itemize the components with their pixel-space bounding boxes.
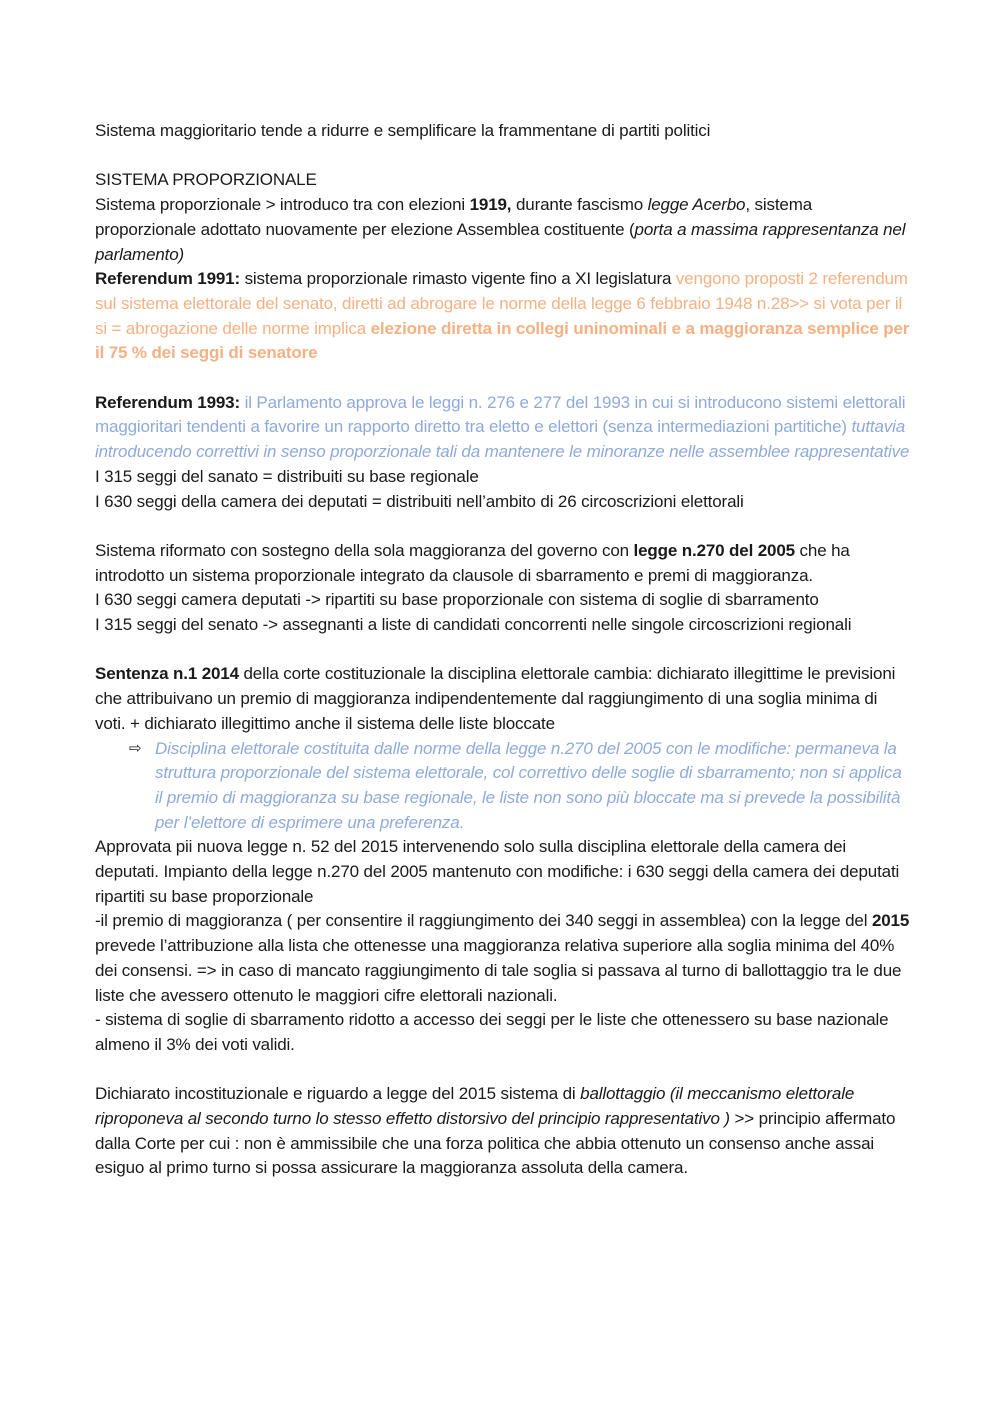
section-title: SISTEMA PROPORZIONALE (95, 170, 317, 190)
law-2015-paragraph: Approvata pii nuova legge n. 52 del 2015 intervenendo solo sulla disciplina elettorale della camera dei deputati. Impianto della legge n.270 del 2005 mantenuto con modifiche: i 630 seggi della camera dei deputati ripartiti su base proporzionale (95, 837, 900, 906)
sentenza-paragraph: Sentenza n.1 2014 della corte costituzionale la disciplina elettorale cambia: dichiarato illegittime le previsioni che attribuivano un premio di maggioranza indipendentemente dal raggiungimento di una soglia minima di voti. + dichiarato illegittimo anche il sistema delle liste bloccate (95, 664, 896, 733)
proportional-paragraph: Sistema proporzionale > introduco tra con elezioni 1919, durante fascismo legge Acerbo, sistema proporzionale adottato nuovamente per elezione Assemblea costituente (porta a massima rappresentanza nel parlamento) (95, 195, 906, 264)
sentenza-label: Sentenza n.1 2014 (95, 664, 239, 684)
threshold-paragraph: - sistema di soglie di sbarramento ridotto a accesso dei seggi per le liste che ottenessero su base nazionale almeno il 3% dei voti validi. (95, 1010, 889, 1054)
reform-chamber-line: I 630 seggi camera deputati -> ripartiti su base proporzionale con sistema di soglie di sbarramento (95, 590, 819, 610)
arrow-right-icon: ⇨ (129, 739, 142, 757)
referendum-1993-paragraph: Referendum 1993: il Parlamento approva le leggi n. 276 e 277 del 1993 in cui si introducono sistemi elettorali maggioritari tendenti a favorire un rapporto diretto tra eletto e elettori (senza intermediazioni partitiche) tuttavia introducendo correttivi in senso proporzionale tali da mantenere le minoranze nelle assemblee rappresentative (95, 392, 910, 462)
majority-bonus-paragraph: -il premio di maggioranza ( per consentire il raggiungimento dei 340 seggi in assemblea) con la legge del 2015 prevede l’attribuzione alla lista che ottenesse una maggioranza relativa superiore alla soglia minima del 40% dei consensi. => in caso di mancato raggiungimento di tale soglia si passava al turno di ballottaggio tra le due liste che avessero ottenuto le maggiori cifre elettorali nazionali. (95, 911, 910, 1005)
final-paragraph: Dichiarato incostituzionale e riguardo a legge del 2015 sistema di ballottaggio (il meccanismo elettorale riproponeva al secondo turno lo stesso effetto distorsivo del principio rappresentativo ) >> principio affermato dalla Corte per cui : non è ammissibile che una forza politica che abbia ottenuto un consenso anche assai esiguo al primo turno si possa assicurare la maggioranza assoluta della camera. (95, 1084, 896, 1178)
senate-seats-line: I 315 seggi del sanato = distribuiti su base regionale (95, 466, 479, 486)
reform-2005-paragraph: Sistema riformato con sostegno della sola maggioranza del governo con legge n.270 del 2005 che ha introdotto un sistema proporzionale integrato da clausole di sbarramento e premi di maggioranza. (95, 540, 850, 585)
reform-senate-line: I 315 seggi del senato -> assegnanti a liste di candidati concorrenti nelle singole circoscrizioni regionali (95, 615, 852, 635)
document-body (95, 119, 910, 1181)
chamber-seats-line: I 630 seggi della camera dei deputati = distribuiti nell’ambito di 26 circoscrizioni elettorali (95, 491, 744, 511)
intro-paragraph: Sistema maggioritario tende a ridurre e semplificare la frammentane di partiti politici (95, 121, 711, 140)
sentenza-bullet: ⇨ Disciplina elettorale costituita dalle norme della legge n.270 del 2005 con le modifiche: permaneva la struttura proporzionale del sistema elettorale, col correttivo delle soglie di sbarramento; non si applica il premio di maggioranza su base regionale, le liste non sono più bloccate ma si prevede la possibilità per l’elettore di esprimere una preferenza. (129, 738, 902, 832)
referendum-1993-label: Referendum 1993: (95, 392, 240, 412)
referendum-1991-label: Referendum 1991: (95, 269, 240, 289)
referendum-1991-paragraph: Referendum 1991: sistema proporzionale rimasto vigente fino a XI legislatura vengono proposti 2 referendum sul sistema elettorale del senato, diretti ad abrogare le norme della legge 6 febbraio 1948 n.28>> si vota per il si = abrogazione delle norme implica elezione diretta in collegi uninominali e a maggioranza semplice per il 75 % dei seggi di senatore (95, 269, 910, 363)
